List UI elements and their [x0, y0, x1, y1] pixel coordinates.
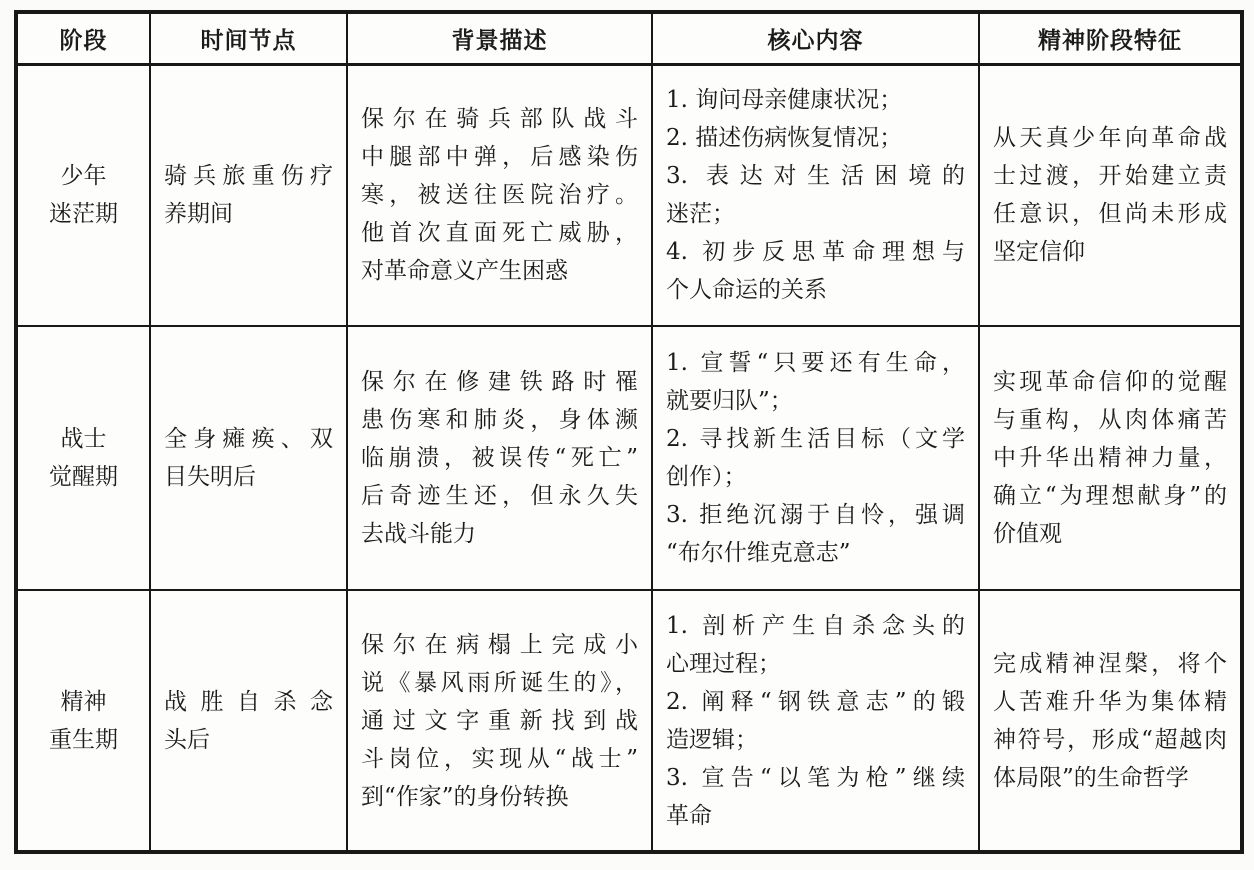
core-item	[666, 233, 965, 309]
text-line: 3. 表达对生活困境的	[666, 163, 965, 190]
text-line: 对革命意义产生困惑	[361, 258, 568, 285]
text-line: 养期间	[164, 201, 233, 228]
table-row	[16, 326, 1242, 590]
table-body	[16, 64, 1242, 852]
cell-time-node	[150, 326, 347, 590]
text-line: 骑兵旅重伤疗	[164, 163, 333, 190]
cell-traits	[979, 64, 1242, 326]
background-paragraph	[361, 363, 638, 553]
text-line: 人苦难升华为集体精	[993, 688, 1227, 715]
text-line: 神符号，形成“超越肉	[993, 726, 1227, 753]
stage-paragraph	[31, 683, 136, 759]
text-line: 2. 寻找新生活目标（文学	[666, 426, 965, 452]
traits-paragraph	[993, 645, 1227, 797]
text-line: 说《暴风雨所诞生的》，	[361, 669, 638, 696]
header-row	[16, 12, 1242, 64]
core-item	[666, 683, 965, 759]
text-line: 个人命运的关系	[666, 277, 827, 304]
text-line: 头后	[164, 726, 210, 753]
text-line: 实现革命信仰的觉醒	[993, 369, 1227, 395]
time-paragraph	[164, 683, 333, 759]
time-paragraph	[164, 157, 333, 233]
text-line: 保尔在病榻上完成小	[361, 631, 638, 658]
text-line: 战胜自杀念	[164, 688, 333, 715]
text-line: 中升华出精神力量，	[993, 445, 1227, 471]
text-line: 任意识，但尚未形成	[993, 201, 1227, 228]
cell-traits	[979, 590, 1242, 852]
cell-stage	[16, 326, 150, 590]
cell-background	[347, 64, 652, 326]
cell-core-content	[652, 326, 979, 590]
core-item	[666, 344, 965, 420]
cell-core-content	[652, 64, 979, 326]
text-line: 完成精神涅槃，将个	[993, 650, 1227, 677]
text-line: 少年	[60, 163, 107, 190]
cell-time-node	[150, 64, 347, 326]
text-line: 迷茫；	[666, 201, 735, 228]
text-line: 斗岗位，实现从“战士”	[361, 745, 638, 772]
text-line: 1. 询问母亲健康状况；	[666, 87, 903, 114]
core-item	[666, 759, 965, 835]
text-line: 后奇迹生还，但永久失	[361, 483, 638, 509]
column-header-core: 核心内容	[652, 12, 979, 64]
cell-background	[347, 590, 652, 852]
table-row	[16, 590, 1242, 852]
traits-paragraph	[993, 119, 1227, 271]
cell-background	[347, 326, 652, 590]
column-header-time-node: 时间节点	[150, 12, 347, 64]
text-line: 精神	[60, 688, 107, 715]
text-line: 通过文字重新找到战	[361, 707, 638, 734]
traits-paragraph	[993, 363, 1227, 553]
text-line: 2. 阐释“钢铁意志”的锻	[666, 688, 965, 715]
text-line: 与重构，从肉体痛苦	[993, 407, 1227, 433]
core-item	[666, 119, 965, 157]
text-line: 迷茫期	[49, 201, 118, 228]
core-item	[666, 607, 965, 683]
text-line: 从天真少年向革命战	[993, 125, 1227, 152]
column-header-stage: 阶段	[16, 12, 150, 64]
table-header	[16, 12, 1242, 64]
stages-table	[14, 10, 1244, 854]
text-line: 3. 宣告“以笔为枪”继续	[666, 764, 965, 791]
text-line: 寒，被送往医院治疗。	[361, 182, 638, 209]
text-line: 中腿部中弹，后感染伤	[361, 144, 638, 171]
text-line: 确立“为理想献身”的	[993, 483, 1227, 509]
text-line: 2. 描述伤病恢复情况；	[666, 125, 903, 152]
text-line: 保尔在修建铁路时罹	[361, 369, 638, 395]
text-line: 造逻辑；	[666, 726, 758, 753]
time-paragraph	[164, 420, 333, 496]
text-line: 重生期	[49, 726, 118, 753]
core-item	[666, 157, 965, 233]
background-paragraph	[361, 100, 638, 290]
cell-core-content	[652, 590, 979, 852]
stage-paragraph	[31, 420, 136, 496]
text-line: 患伤寒和肺炎，身体濒	[361, 407, 638, 433]
text-line: 1. 宣誓“只要还有生命，	[666, 350, 965, 376]
text-line: 革命	[666, 802, 712, 829]
text-line: 心理过程；	[666, 650, 781, 677]
core-item	[666, 81, 965, 119]
cell-time-node	[150, 590, 347, 852]
text-line: 1. 剖析产生自杀念头的	[666, 612, 965, 639]
text-line: 4. 初步反思革命理想与	[666, 239, 965, 266]
text-line: 就要归队”；	[666, 388, 793, 414]
cell-stage	[16, 64, 150, 326]
text-line: 体局限”的生命哲学	[993, 764, 1189, 791]
text-line: 坚定信仰	[993, 239, 1085, 266]
text-line: 目失明后	[164, 464, 256, 490]
core-item	[666, 420, 965, 496]
table-row	[16, 64, 1242, 326]
text-line: 保尔在骑兵部队战斗	[361, 106, 638, 133]
text-line: 全身瘫痪、双	[164, 426, 333, 452]
background-paragraph	[361, 626, 638, 816]
text-line: 到“作家”的身份转换	[361, 783, 569, 810]
core-item	[666, 496, 965, 572]
text-line: 去战斗能力	[361, 521, 476, 547]
text-line: “布尔什维克意志”	[666, 540, 851, 566]
text-line: 3. 拒绝沉溺于自怜，强调	[666, 502, 965, 528]
cell-stage	[16, 590, 150, 852]
text-line: 他首次直面死亡威胁，	[361, 220, 638, 247]
cell-traits	[979, 326, 1242, 590]
text-line: 价值观	[993, 521, 1062, 547]
column-header-background: 背景描述	[347, 12, 652, 64]
column-header-traits: 精神阶段特征	[979, 12, 1242, 64]
text-line: 创作）；	[666, 464, 747, 490]
text-line: 战士	[60, 426, 107, 452]
text-line: 觉醒期	[49, 464, 118, 490]
text-line: 临崩溃，被误传“死亡”	[361, 445, 638, 471]
stage-paragraph	[31, 157, 136, 233]
text-line: 士过渡，开始建立责	[993, 163, 1227, 190]
